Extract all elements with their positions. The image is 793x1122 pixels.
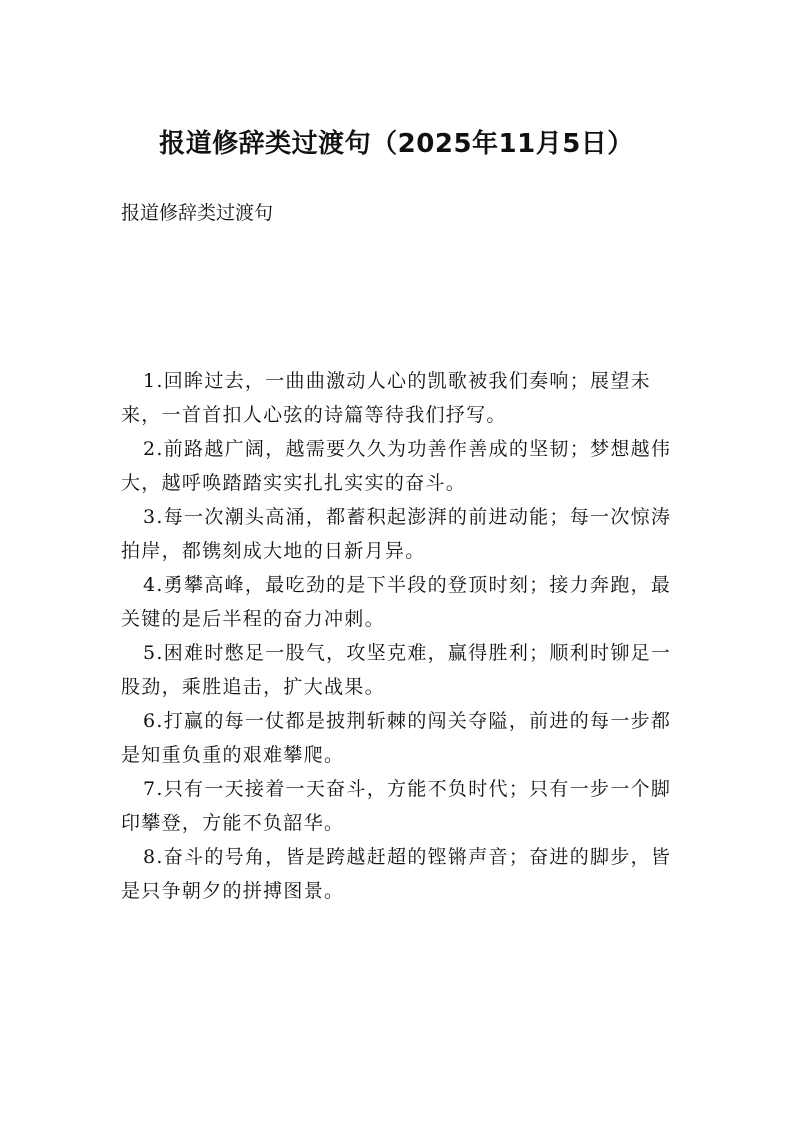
list-item: 2.前路越广阔，越需要久久为功善作善成的坚韧；梦想越伟大，越呼唤踏踏实实扎扎实实的奋斗。 (121, 438, 672, 494)
transition-sentence-list (121, 364, 677, 908)
document-subtitle: 报道修辞类过渡句 (121, 202, 274, 224)
list-item: 8.奋斗的号角，皆是跨越赶超的铿锵声音；奋进的脚步，皆是只争朝夕的拼搏图景。 (121, 846, 672, 902)
list-item: 3.每一次潮头高涌，都蓄积起澎湃的前进动能；每一次惊涛拍岸，都镌刻成大地的日新月异。 (121, 506, 672, 562)
list-item: 1.回眸过去，一曲曲激动人心的凯歌被我们奏响；展望未来，一首首扣人心弦的诗篇等待我们抒写。 (121, 370, 651, 426)
document-title: 报道修辞类过渡句（2025年11月5日） (159, 129, 634, 159)
list-item: 4.勇攀高峰，最吃劲的是下半段的登顶时刻；接力奔跑，最关键的是后半程的奋力冲刺。 (121, 574, 672, 630)
list-item: 7.只有一天接着一天奋斗，方能不负时代；只有一步一个脚印攀登，方能不负韶华。 (121, 778, 672, 834)
list-item: 5.困难时憋足一股气，攻坚克难，赢得胜利；顺利时铆足一股劲，乘胜追击，扩大战果。 (121, 642, 672, 698)
list-item: 6.打赢的每一仗都是披荆斩棘的闯关夺隘，前进的每一步都是知重负重的艰难攀爬。 (121, 710, 672, 766)
